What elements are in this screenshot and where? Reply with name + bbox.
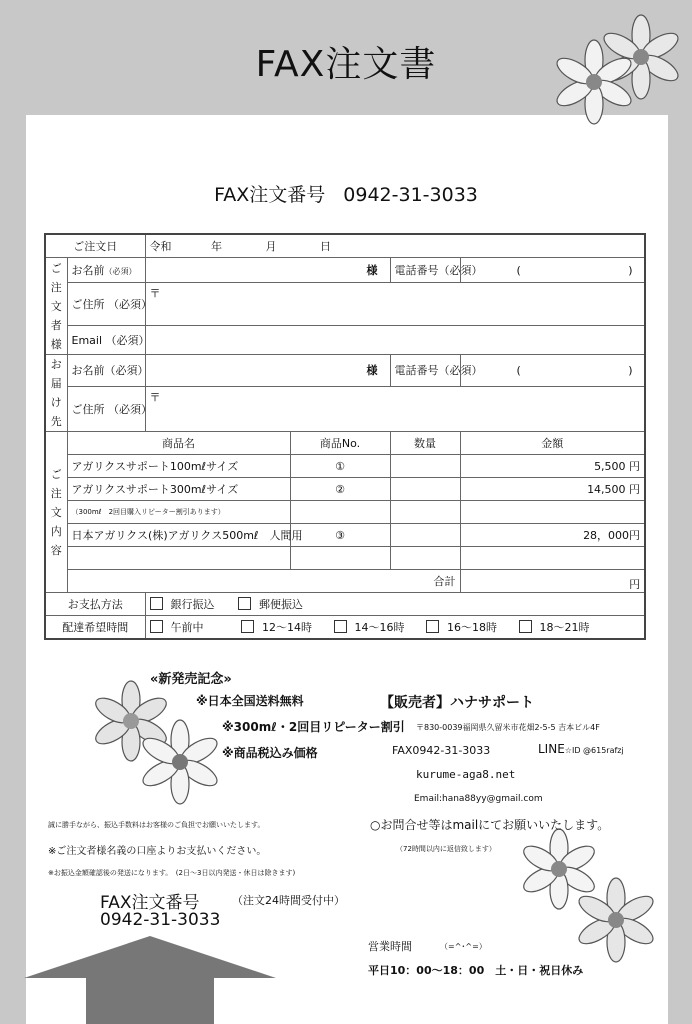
flower-icon [138, 720, 222, 804]
checkbox[interactable] [334, 620, 347, 633]
date-year: 年 [211, 240, 222, 253]
reply-note: （72時間以内に返信致します） [396, 845, 496, 853]
checkbox[interactable] [238, 597, 251, 610]
delivery-time-row [45, 616, 645, 640]
orderer-phone-label: 電話番号（必須） [390, 258, 460, 283]
payment-bank-option[interactable]: 銀行振込 [150, 596, 215, 612]
total-label: 合計 [67, 570, 460, 593]
delivery-address-field[interactable]: 〒 [145, 386, 645, 431]
flower-icon [574, 878, 658, 962]
orderer-name-field[interactable]: 様 [145, 258, 390, 283]
orderer-name-row [45, 258, 645, 283]
business-hours-label: 営業時間 [368, 940, 412, 953]
order-date-row [45, 234, 645, 258]
delivery-address-row [45, 386, 645, 431]
checkbox[interactable] [150, 620, 163, 633]
delivery-section-label: お 届 け 先 [45, 355, 67, 432]
order-date-field[interactable] [145, 234, 645, 258]
payment-options [145, 593, 645, 616]
emoticon: （=^･^=） [440, 942, 487, 951]
bottom-fax-label: FAX注文番号 [100, 893, 200, 913]
qty-field[interactable] [390, 547, 460, 570]
orderer-email-field[interactable] [145, 326, 645, 355]
product-name: アガリクスサポート100mℓサイズ [67, 455, 290, 478]
table-row [45, 524, 645, 547]
delivery-phone-label: 電話番号（必須） [390, 355, 460, 387]
orderer-address-label: ご住所 （必須） [67, 283, 145, 326]
fax-number: 0942-31-3033 [343, 184, 478, 206]
promo-line: ※300mℓ・2回目リピーター割引 [222, 720, 405, 734]
checkbox[interactable] [426, 620, 439, 633]
order-section-label: ご 注 文 内 容 [45, 432, 67, 593]
product-amount: 5,500 円 [460, 455, 645, 478]
delivery-name-row [45, 355, 645, 387]
promo-line: ※日本全国送料無料 [196, 694, 304, 708]
orderer-phone-field[interactable]: ( ) [460, 258, 645, 283]
delivery-name-field[interactable]: 様 [145, 355, 390, 387]
product-name: 日本アガリクス(株)アガリクス500mℓ 人間用 [67, 524, 290, 547]
product-amount[interactable] [460, 547, 645, 570]
header-product: 商品名 [67, 432, 290, 455]
note-line: 誠に勝手ながら、振込手数料はお客様のご負担でお願いいたします。 [48, 821, 265, 829]
payment-postal-option[interactable]: 郵便振込 [238, 596, 303, 612]
table-row [45, 455, 645, 478]
table-row [45, 501, 645, 524]
product-amount: 28，000円 [460, 524, 645, 547]
seller-line: LINE☆ID @615rafzj [538, 742, 624, 756]
note-line: ※ご注文者様名義の口座よりお支払いください。 [48, 846, 267, 857]
inquiry-note: ○お問合せ等はmailにてお願いいたします。 [370, 818, 610, 832]
order-form-table [44, 233, 685, 640]
bottom-hours-note: （注文24時間受付中） [232, 894, 345, 907]
orderer-name-label: お名前（必須） [67, 258, 145, 283]
total-field[interactable]: 円 [460, 570, 645, 593]
product-no: ② [290, 478, 390, 501]
delivery-address-label: ご住所 （必須） [67, 386, 145, 431]
product-no[interactable] [290, 547, 390, 570]
product-amount [460, 501, 645, 524]
delivery-name-label: お名前（必須） [67, 355, 145, 387]
product-name[interactable] [67, 547, 290, 570]
product-amount: 14,500 円 [460, 478, 645, 501]
orderer-section-label: ご 注 文 者 様 [45, 258, 67, 355]
checkbox[interactable] [519, 620, 532, 633]
date-month: 月 [265, 240, 277, 253]
qty-field[interactable] [390, 501, 460, 524]
header-amount: 金額 [460, 432, 645, 455]
orderer-address-field[interactable]: 〒 [145, 283, 645, 326]
bottom-fax-number: 0942-31-3033 [100, 910, 221, 930]
header-qty: 数量 [390, 432, 460, 455]
promo-line: ※商品税込み価格 [222, 746, 318, 760]
seller-fax: FAX0942-31-3033 [392, 744, 491, 757]
seller-address: 〒830-0039福岡県久留米市花畑2-5-5 吉本ビル4F [416, 723, 600, 732]
delivery-time-options [145, 616, 645, 640]
business-hours: 平日10：00～18：00 土・日・祝日休み [368, 964, 584, 977]
checkbox[interactable] [241, 620, 254, 633]
note-line: ※お振込金額確認後の発送になります。 (2日～3日以内発送・休日は除きます) [48, 869, 296, 877]
seller-site[interactable]: kurume-aga8.net [416, 768, 516, 781]
product-no [290, 501, 390, 524]
orderer-email-row [45, 326, 645, 355]
order-header-row [45, 432, 645, 455]
seller-email[interactable]: Email:hana88yy@gmail.com [414, 794, 543, 804]
page-title: FAX注文書 [255, 44, 437, 85]
payment-row [45, 593, 645, 616]
orderer-email-label: Email （必須） [67, 326, 145, 355]
time-option-morning[interactable]: 午前中 [150, 619, 204, 635]
orderer-address-row [45, 283, 645, 326]
table-row [45, 547, 645, 570]
delivery-phone-field[interactable]: ( ) [460, 355, 645, 387]
table-row [45, 478, 645, 501]
time-option-14-16[interactable]: 14～16時 [334, 619, 405, 635]
order-date-label: ご注文日 [45, 234, 145, 258]
product-note: （300mℓ 2回目購入リピーター割引あります） [67, 501, 290, 524]
time-option-16-18[interactable]: 16～18時 [426, 619, 497, 635]
seller-label: 【販売者】ハナサポート [380, 695, 534, 711]
fax-order-label: FAX注文番号 [214, 184, 326, 206]
total-row [45, 570, 645, 593]
qty-field[interactable] [390, 478, 460, 501]
product-name: アガリクスサポート300mℓサイズ [67, 478, 290, 501]
date-era: 令和 [149, 240, 172, 253]
promo-title: «新発売記念» [150, 672, 232, 687]
delivery-time-label: 配達希望時間 [45, 616, 145, 640]
header-product-no: 商品No. [290, 432, 390, 455]
fax-order-number-heading [0, 180, 692, 207]
up-arrow-icon [24, 936, 276, 1024]
checkbox[interactable] [150, 597, 163, 610]
product-no: ① [290, 455, 390, 478]
date-day: 日 [320, 240, 331, 253]
qty-field[interactable] [390, 455, 460, 478]
time-option-18-21[interactable]: 18～21時 [519, 619, 590, 635]
payment-label: お支払方法 [45, 593, 145, 616]
qty-field[interactable] [390, 524, 460, 547]
time-option-12-14[interactable]: 12～14時 [241, 619, 312, 635]
product-no: ③ [290, 524, 390, 547]
